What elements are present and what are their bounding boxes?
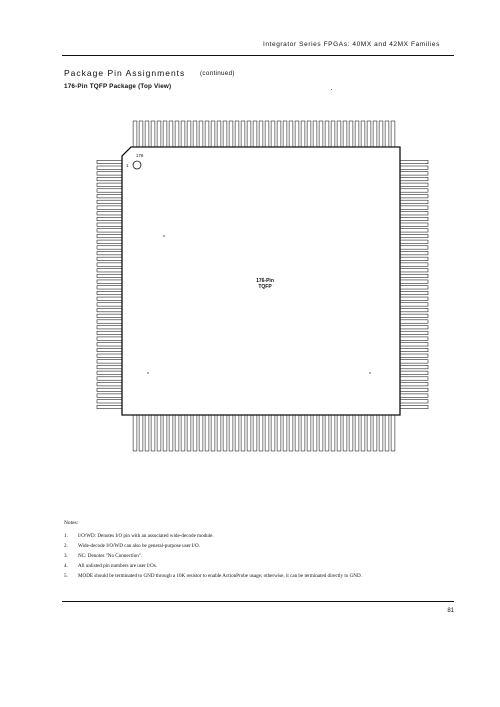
- note-number: 5.: [64, 573, 68, 580]
- package-pin: [385, 121, 389, 147]
- pins-bottom-side: [133, 415, 395, 451]
- pins-right-side: [400, 160, 428, 408]
- package-pin: [400, 263, 428, 266]
- package-pin: [199, 121, 203, 147]
- package-pin: [400, 314, 428, 317]
- section-title: Package Pin Assignments: [64, 68, 186, 78]
- package-pin: [97, 177, 122, 180]
- package-pin: [400, 365, 428, 368]
- package-pin: [400, 274, 428, 277]
- package-pin: [295, 415, 299, 451]
- package-pin: [151, 121, 155, 147]
- running-header-title: Integrator Series FPGAs: 40MX and 42MX Families: [262, 41, 440, 48]
- package-pin: [217, 121, 221, 147]
- package-pin: [373, 415, 377, 451]
- package-pin: [400, 405, 428, 408]
- package-pin: [235, 121, 239, 147]
- package-pin: [199, 415, 203, 451]
- package-pin: [145, 121, 149, 147]
- note-number: 3.: [64, 553, 68, 560]
- package-pin: [400, 303, 428, 306]
- package-pin: [400, 183, 428, 186]
- package-pin: [400, 212, 428, 215]
- package-pin: [319, 415, 323, 451]
- package-pin: [97, 383, 122, 386]
- package-pin: [400, 240, 428, 243]
- package-pin: [271, 415, 275, 451]
- package-pin: [400, 217, 428, 220]
- package-pin: [283, 415, 287, 451]
- note-text: MODE should be terminated to GND through a 10K resistor to enable ActionProbe usage; otherwise, it can be terminated directly to GND.: [78, 573, 362, 580]
- package-pin: [163, 415, 167, 451]
- package-pin: [400, 229, 428, 232]
- package-pin: [283, 121, 287, 147]
- package-pin: [400, 172, 428, 175]
- package-pin: [97, 257, 122, 260]
- package-pin: [97, 223, 122, 226]
- package-pin: [400, 251, 428, 254]
- package-pin: [337, 121, 341, 147]
- pin1-number-label: 176: [136, 153, 144, 158]
- package-pin: [400, 246, 428, 249]
- package-pin: [193, 415, 197, 451]
- package-pin: [331, 121, 335, 147]
- package-pin: [400, 206, 428, 209]
- package-pin: [247, 121, 251, 147]
- package-pin: [97, 348, 122, 351]
- package-pin: [400, 394, 428, 397]
- package-pin: [97, 303, 122, 306]
- package-pin: [400, 337, 428, 340]
- package-pin: [325, 415, 329, 451]
- package-pin: [175, 415, 179, 451]
- package-pin: [265, 121, 269, 147]
- package-pin: [259, 415, 263, 451]
- package-pin: [187, 415, 191, 451]
- package-pin: [295, 121, 299, 147]
- package-pin: [97, 160, 122, 163]
- package-pin: [97, 388, 122, 391]
- package-pin: [97, 405, 122, 408]
- package-pin: [97, 172, 122, 175]
- package-pin: [400, 200, 428, 203]
- package-pin: [391, 121, 395, 147]
- package-pin: [379, 121, 383, 147]
- package-pin: [400, 269, 428, 272]
- package-pin: [205, 121, 209, 147]
- package-pin: [271, 121, 275, 147]
- package-pin: [97, 337, 122, 340]
- package-pin: [97, 314, 122, 317]
- package-pin: [223, 415, 227, 451]
- package-pin: [97, 246, 122, 249]
- package-pin: [343, 121, 347, 147]
- package-pin: [211, 121, 215, 147]
- package-pin: [97, 269, 122, 272]
- package-pin: [217, 415, 221, 451]
- package-pin: [289, 415, 293, 451]
- package-pin: [181, 415, 185, 451]
- package-pin: [400, 343, 428, 346]
- package-pin: [253, 415, 257, 451]
- page-number: 81: [447, 608, 454, 614]
- package-title: 176-Pin TQFP Package (Top View): [64, 83, 172, 90]
- package-pin: [97, 371, 122, 374]
- package-pin: [331, 415, 335, 451]
- package-pin: [400, 320, 428, 323]
- note-item: [64, 571, 362, 581]
- package-pin: [307, 121, 311, 147]
- package-pin: [97, 286, 122, 289]
- package-pin: [319, 121, 323, 147]
- package-pin: [400, 388, 428, 391]
- package-pin: [229, 415, 233, 451]
- package-pin: [211, 415, 215, 451]
- package-pin: [97, 365, 122, 368]
- package-pin: [367, 121, 371, 147]
- package-pin: [97, 320, 122, 323]
- body-speck: [147, 372, 148, 373]
- package-pin: [97, 297, 122, 300]
- package-pin: [355, 415, 359, 451]
- package-pin: [265, 415, 269, 451]
- package-pin: [349, 415, 353, 451]
- note-text: All unlisted pin numbers are user I/Os.: [78, 563, 158, 570]
- note-item: [64, 561, 362, 571]
- package-pin: [97, 217, 122, 220]
- package-pin: [139, 121, 143, 147]
- package-pin: [400, 234, 428, 237]
- package-pin: [400, 360, 428, 363]
- package-pin: [367, 415, 371, 451]
- package-pin: [400, 400, 428, 403]
- package-pin: [97, 326, 122, 329]
- package-center-label: 176-Pin: [256, 278, 274, 284]
- note-text: Wide-decode I/O/WD can also be general-purpose user I/O.: [78, 543, 200, 550]
- section-subtitle: (continued): [200, 70, 235, 77]
- package-pin: [97, 280, 122, 283]
- package-pin: [400, 291, 428, 294]
- package-pin: [313, 121, 317, 147]
- package-pin: [343, 415, 347, 451]
- package-pin: [223, 121, 227, 147]
- package-pin: [400, 177, 428, 180]
- package-pin: [277, 415, 281, 451]
- pins-top-side: [133, 121, 395, 147]
- package-pin: [97, 263, 122, 266]
- package-pin: [97, 400, 122, 403]
- package-pin: [97, 360, 122, 363]
- package-pin: [400, 331, 428, 334]
- package-pin: [400, 257, 428, 260]
- package-pin: [325, 121, 329, 147]
- package-pin: [241, 415, 245, 451]
- package-pin: [151, 415, 155, 451]
- package-pin: [97, 394, 122, 397]
- pins-left-side: [97, 160, 122, 408]
- package-pin: [97, 251, 122, 254]
- note-text: I/O/WD: Denotes I/O pin with an associated wide-decode module.: [78, 533, 214, 539]
- package-pin: [400, 194, 428, 197]
- package-pin: [349, 121, 353, 147]
- package-pin: [97, 234, 122, 237]
- package-pin: [97, 206, 122, 209]
- package-pin: [97, 189, 122, 192]
- notes-list: [64, 531, 362, 581]
- package-pin: [97, 194, 122, 197]
- package-pin: [385, 415, 389, 451]
- package-pin: [400, 223, 428, 226]
- package-pin: [400, 326, 428, 329]
- package-pin: [337, 415, 341, 451]
- note-item: [64, 541, 362, 551]
- package-pin: [97, 308, 122, 311]
- note-item: [64, 551, 362, 561]
- footer-rule: [62, 601, 454, 602]
- package-pin: [133, 415, 137, 451]
- package-pin: [277, 121, 281, 147]
- package-pin: [400, 354, 428, 357]
- note-number: 1.: [64, 533, 68, 539]
- package-pin: [400, 160, 428, 163]
- package-pin: [97, 229, 122, 232]
- package-pin: [193, 121, 197, 147]
- package-pin: [187, 121, 191, 147]
- package-pin: [97, 274, 122, 277]
- package-center-sublabel: TQFP: [258, 284, 272, 290]
- package-pin: [97, 212, 122, 215]
- package-pin: [235, 415, 239, 451]
- package-pin: [145, 415, 149, 451]
- package-pin: [205, 415, 209, 451]
- package-pin: [133, 121, 137, 147]
- package-pin: [361, 415, 365, 451]
- package-pin: [175, 121, 179, 147]
- package-pin: [97, 343, 122, 346]
- package-pin: [361, 121, 365, 147]
- package-pin: [157, 415, 161, 451]
- package-pin: [355, 121, 359, 147]
- package-pin: [253, 121, 257, 147]
- package-pin: [169, 415, 173, 451]
- package-pin: [97, 377, 122, 380]
- package-pin: [400, 166, 428, 169]
- package-pin: [400, 371, 428, 374]
- package-pin: [307, 415, 311, 451]
- note-number: 2.: [64, 543, 68, 550]
- package-pin: [97, 166, 122, 169]
- note-text: NC: Denotes "No Connection".: [78, 553, 143, 560]
- package-pin: [97, 354, 122, 357]
- package-pin: [241, 121, 245, 147]
- package-pin: [379, 415, 383, 451]
- package-pin: [400, 377, 428, 380]
- package-pin: [313, 415, 317, 451]
- package-pin: [97, 200, 122, 203]
- package-pin: [229, 121, 233, 147]
- package-pin: [247, 415, 251, 451]
- package-pin: [169, 121, 173, 147]
- body-speck: [163, 235, 164, 236]
- package-pin: [391, 415, 395, 451]
- pin1-index-label: 1: [126, 163, 129, 168]
- package-pin: [301, 121, 305, 147]
- package-pin: [97, 331, 122, 334]
- package-pin: [139, 415, 143, 451]
- package-pin: [259, 121, 263, 147]
- package-pin: [400, 383, 428, 386]
- package-pin: [181, 121, 185, 147]
- package-pin: [289, 121, 293, 147]
- body-speck: [369, 372, 370, 373]
- package-pin: [163, 121, 167, 147]
- package-pin: [157, 121, 161, 147]
- package-pin: [400, 348, 428, 351]
- package-pin: [97, 240, 122, 243]
- package-pin: [373, 121, 377, 147]
- package-pin: [97, 291, 122, 294]
- note-number: 4.: [64, 563, 68, 570]
- package-pin: [400, 280, 428, 283]
- package-pin: [400, 286, 428, 289]
- notes-heading: Notes:: [64, 520, 79, 526]
- package-pin: [400, 189, 428, 192]
- package-pin: [400, 308, 428, 311]
- package-pin: [301, 415, 305, 451]
- package-pin: [400, 297, 428, 300]
- package-pin: [97, 183, 122, 186]
- note-item: [64, 531, 362, 541]
